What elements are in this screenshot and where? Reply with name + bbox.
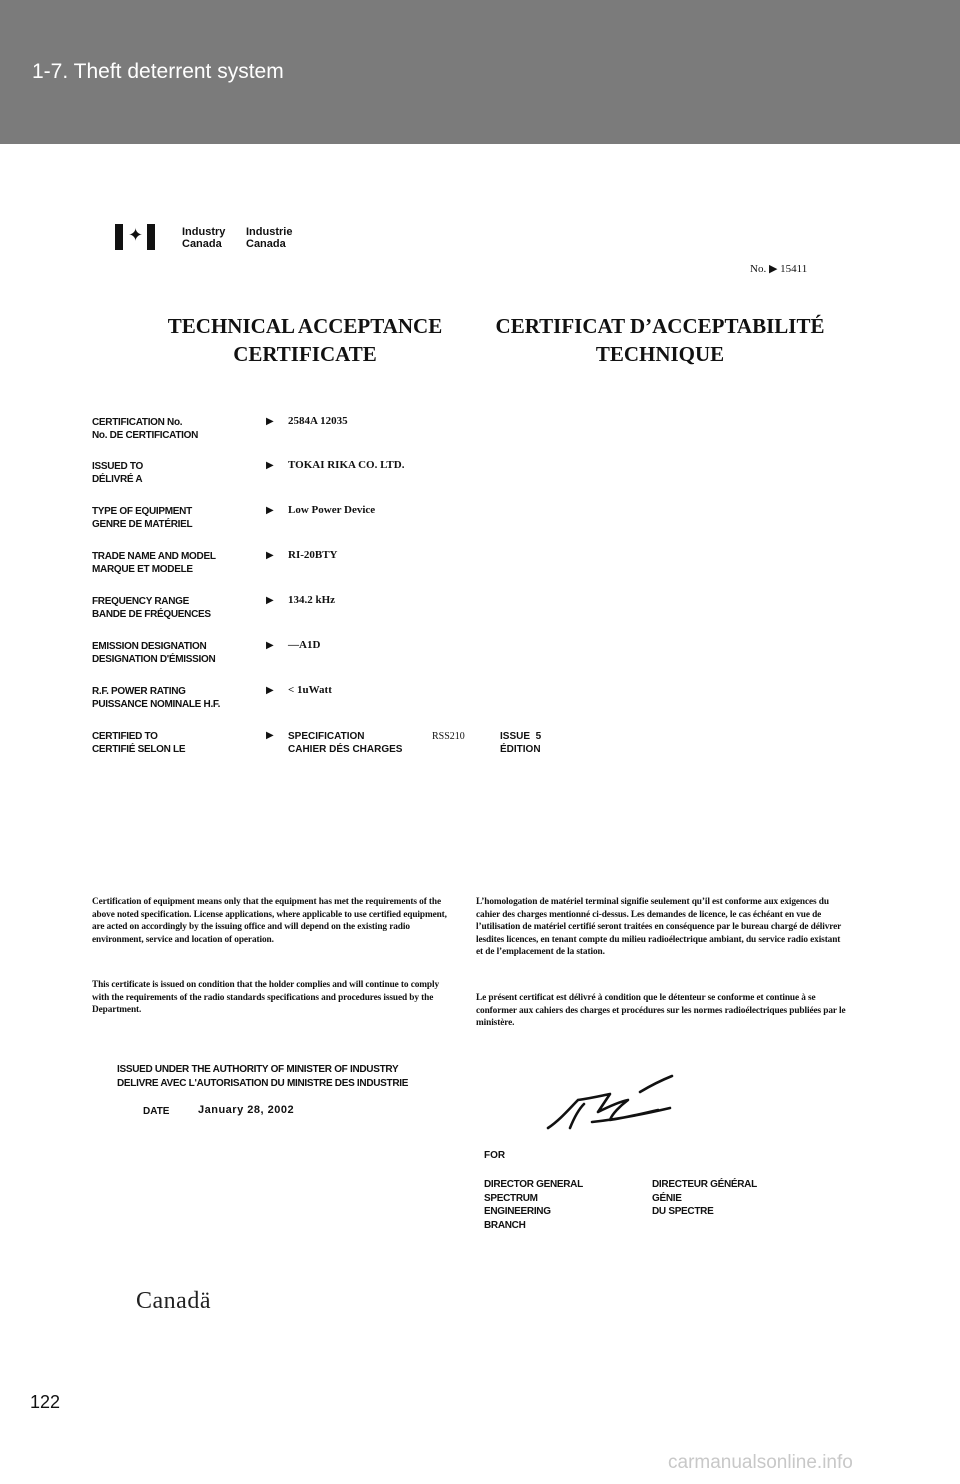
page-number: 122 xyxy=(30,1392,61,1412)
arrow-right-icon: ▶ xyxy=(266,460,274,471)
paragraph-en-1: Certification of equipment means only that the equipment has met the requirements of the above noted specification. License applications, where applicable to use certified equipment, are acted on accordingly by the issuing office and will depend on the existing radio environment, service and location of operation. xyxy=(92,897,447,945)
field-label: FREQUENCY RANGE BANDE DE FRÉQUENCES xyxy=(92,596,211,620)
field-value: TOKAI RIKA CO. LTD. xyxy=(288,459,405,471)
field-value: 2584A 12035 xyxy=(288,415,348,427)
certificate-number: No. ▶ 15411 xyxy=(750,263,808,275)
date-value: January 28, 2002 xyxy=(198,1104,295,1116)
field-label: CERTIFICATION No. No. DE CERTIFICATION xyxy=(92,417,199,441)
spec-value: RSS210 xyxy=(432,731,465,742)
title-french: CERTIFICAT D’ACCEPTABILITÉ TECHNIQUE xyxy=(495,314,825,366)
canada-flag-icon: ✦ xyxy=(115,224,155,250)
spec-label: SPECIFICATION CAHIER DÉS CHARGES xyxy=(288,731,403,755)
signature xyxy=(540,1070,700,1150)
field-value: Low Power Device xyxy=(288,504,376,516)
paragraph-en-2: This certificate is issued on condition that the holder complies and will continue to comply with the requirements of the radio standards specifications and procedures issued by the Department. xyxy=(92,980,440,1015)
field-label: EMISSION DESIGNATION DESIGNATION D'ÉMISSION xyxy=(92,641,216,665)
field-value: —A1D xyxy=(288,639,321,651)
field-label: R.F. POWER RATING PUISSANCE NOMINALE H.F. xyxy=(92,686,221,710)
arrow-right-icon: ▶ xyxy=(266,505,274,516)
director-title-en: DIRECTOR GENERAL SPECTRUM ENGINEERING BRANCH xyxy=(484,1179,583,1231)
title-english: TECHNICAL ACCEPTANCE CERTIFICATE xyxy=(167,314,443,366)
arrow-right-icon: ▶ xyxy=(266,595,274,606)
date-label: DATE xyxy=(143,1106,170,1117)
for-label: FOR xyxy=(484,1150,506,1161)
department-name-fr: Industrie Canada xyxy=(246,226,293,250)
director-title-fr: DIRECTEUR GÉNÉRAL GÉNIE DU SPECTRE xyxy=(652,1179,757,1217)
arrow-right-icon: ▶ xyxy=(266,416,274,427)
section-header xyxy=(0,0,960,144)
field-value: 134.2 kHz xyxy=(288,594,336,606)
site-watermark: carmanualsonline.info xyxy=(668,1452,853,1473)
paragraph-fr-2: Le présent certificat est délivré à condition que le détenteur se conforme et continue à se conformer aux cahiers des charges et procédures sur les normes radioélectriques publiées par le ministère. xyxy=(476,993,846,1028)
authority-statement: ISSUED UNDER THE AUTHORITY OF MINISTER OF INDUSTRY DELIVRE AVEC L'AUTORISATION DU MINISTRE DES INDUSTRIE xyxy=(117,1064,409,1089)
arrow-right-icon: ▶ xyxy=(266,550,274,561)
field-value: < 1uWatt xyxy=(288,684,332,696)
arrow-right-icon: ▶ xyxy=(266,640,274,651)
field-value: RI-20BTY xyxy=(288,549,338,561)
field-label: CERTIFIED TO CERTIFIÉ SELON LE xyxy=(92,731,186,755)
section-title: 1-7. Theft deterrent system xyxy=(32,60,284,83)
field-label: TRADE NAME AND MODEL MARQUE ET MODELE xyxy=(92,551,216,575)
arrow-right-icon: ▶ xyxy=(266,730,274,741)
field-label: TYPE OF EQUIPMENT GENRE DE MATÉRIEL xyxy=(92,506,193,530)
department-name-en: Industry Canada xyxy=(182,226,226,250)
field-label: ISSUED TO DÉLIVRÉ A xyxy=(92,461,144,485)
paragraph-fr-1: L’homologation de matériel terminal signifie seulement qu’il est conforme aux exigences du cahier des charges mentionné ci-dessus. Les demandes de licence, le cas échéant en vue de l’utilisation de matériel certifié seront traitées en conséquence par le bureau chargé de délivrer lesdites licences, en tenant compte du milieu radioélectrique ambiant, du service radio existant et de l’emplacement de la station. xyxy=(476,897,842,957)
arrow-right-icon: ▶ xyxy=(266,685,274,696)
canada-wordmark: Canadä xyxy=(136,1288,211,1314)
issue-label: ISSUE 5 ÉDITION xyxy=(500,731,542,755)
